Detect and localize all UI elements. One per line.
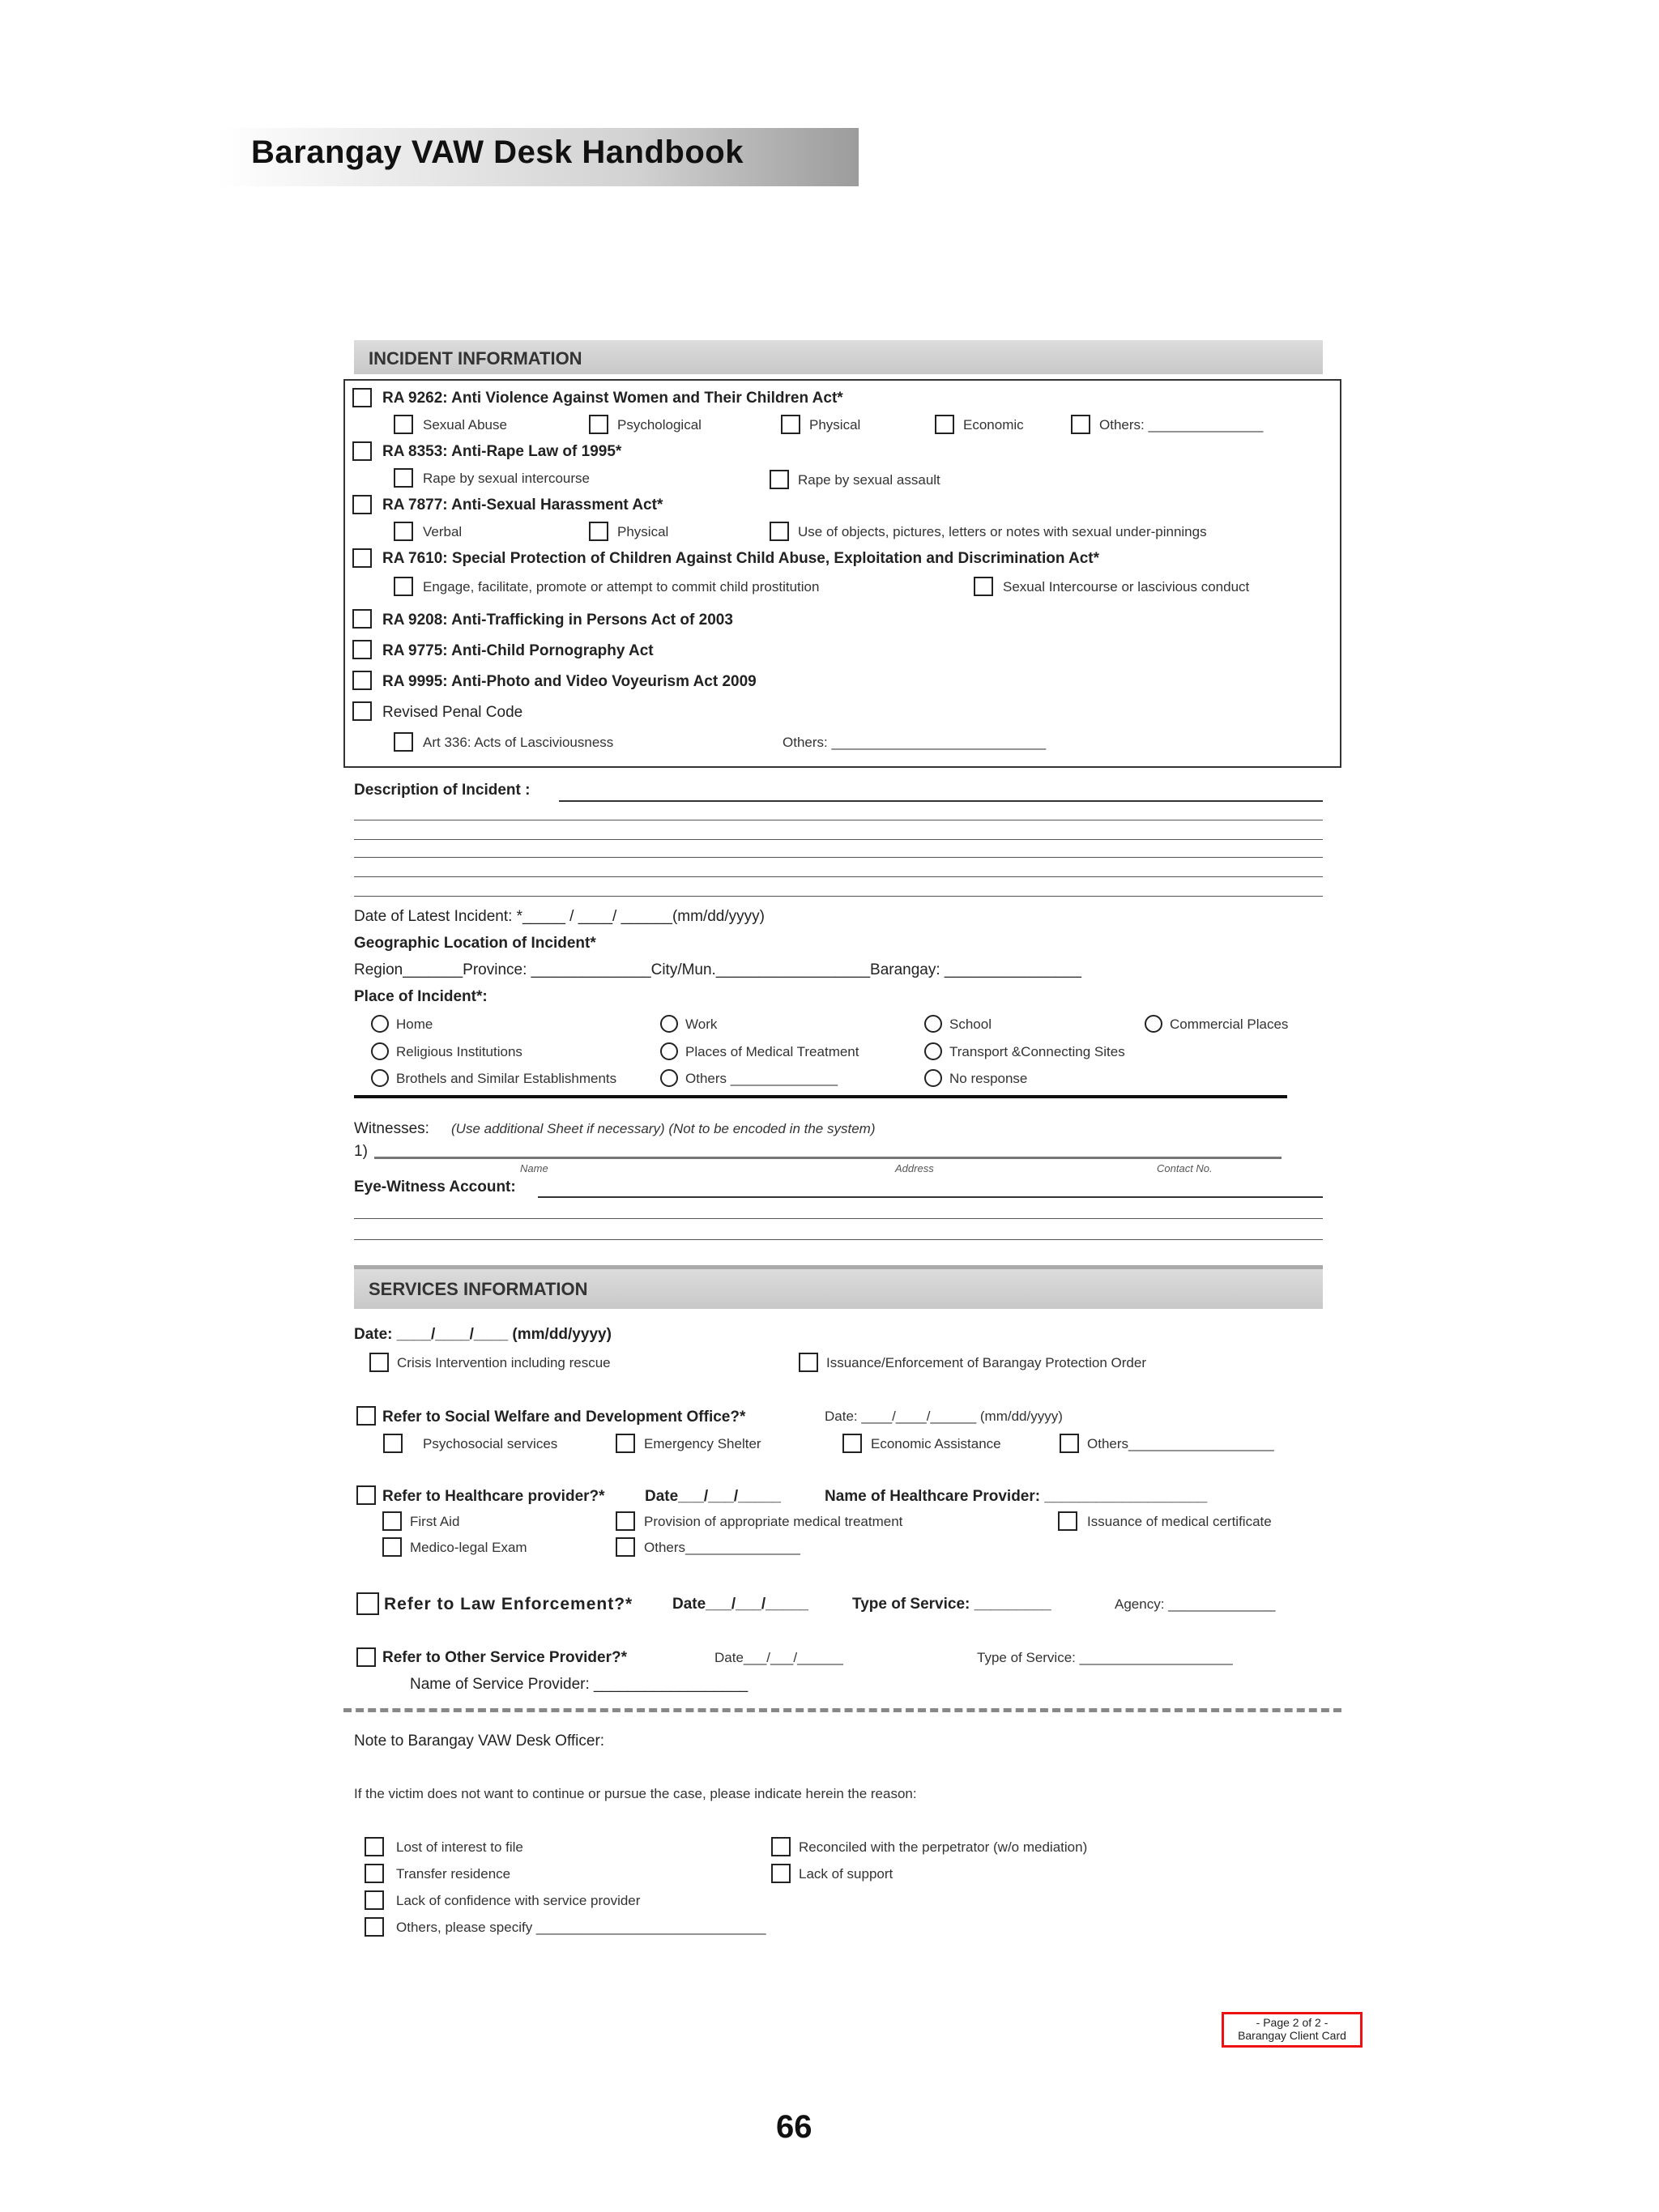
description-line[interactable]: [354, 876, 1323, 877]
place-no-response-radio[interactable]: [924, 1069, 942, 1087]
place-others-radio[interactable]: [660, 1069, 678, 1087]
first-aid-label: First Aid: [410, 1514, 460, 1529]
other-provider-name: Name of Service Provider: __________________: [410, 1676, 748, 1693]
witness-label: Witnesses:: [354, 1120, 429, 1137]
date-latest-incident: Date of Latest Incident: *_____ / ____/ ______(mm/dd/yyyy): [354, 908, 765, 925]
other-provider-checkbox[interactable]: [356, 1647, 376, 1667]
client-card-page-line: - Page 2 of 2 -: [1256, 2016, 1328, 2029]
child-prostitution-label: Engage, facilitate, promote or attempt to commit child prostitution: [423, 579, 820, 595]
place-school-label: School: [949, 1016, 992, 1032]
dashed-divider: [343, 1708, 1341, 1712]
witness-col-contact: Contact No.: [1157, 1162, 1213, 1174]
other-provider-type: Type of Service: ____________________: [977, 1650, 1233, 1665]
other-provider-label: Refer to Other Service Provider?*: [382, 1649, 627, 1666]
swdo-others-checkbox[interactable]: [1060, 1434, 1079, 1453]
ra9995-label: RA 9995: Anti-Photo and Video Voyeurism Act 2009: [382, 673, 757, 690]
lack-confidence-checkbox[interactable]: [365, 1890, 384, 1910]
place-home-radio[interactable]: [371, 1015, 389, 1033]
place-no-response-label: No response: [949, 1071, 1028, 1086]
physical-7877-label: Physical: [617, 524, 669, 539]
rpc-checkbox[interactable]: [352, 701, 372, 721]
health-date: Date___/___/_____: [645, 1488, 781, 1505]
page-number: 66: [776, 2109, 812, 2145]
place-transport-radio[interactable]: [924, 1042, 942, 1060]
place-work-label: Work: [685, 1016, 718, 1032]
region-fields: Region_______Province: ______________City/Mun.__________________Barangay: ________________: [354, 961, 1082, 978]
psychological-checkbox[interactable]: [589, 415, 608, 434]
law-agency: Agency: ______________: [1115, 1596, 1276, 1612]
other-provider-date: Date___/___/______: [714, 1650, 843, 1665]
incident-section-title: INCIDENT INFORMATION: [369, 348, 582, 369]
services-date: Date: ____/____/____ (mm/dd/yyyy): [354, 1326, 612, 1343]
place-religious-label: Religious Institutions: [396, 1044, 522, 1059]
reconciled-label: Reconciled with the perpetrator (w/o mediation): [799, 1839, 1088, 1855]
physical-checkbox[interactable]: [781, 415, 800, 434]
handbook-title: Barangay VAW Desk Handbook: [251, 134, 744, 170]
art336-label: Art 336: Acts of Lasciviousness: [423, 735, 614, 750]
economic-checkbox[interactable]: [935, 415, 954, 434]
health-provider-name: Name of Healthcare Provider: ___________________: [825, 1488, 1208, 1505]
place-brothels-radio[interactable]: [371, 1069, 389, 1087]
psychological-label: Psychological: [617, 417, 702, 433]
rape-intercourse-checkbox[interactable]: [394, 468, 413, 488]
place-others-label: Others ______________: [685, 1071, 838, 1086]
first-aid-checkbox[interactable]: [382, 1511, 402, 1531]
services-section-title: SERVICES INFORMATION: [369, 1279, 588, 1299]
lost-interest-checkbox[interactable]: [365, 1837, 384, 1856]
place-school-radio[interactable]: [924, 1015, 942, 1033]
swdo-others-label: Others___________________: [1087, 1436, 1274, 1451]
ra9262-label: RA 9262: Anti Violence Against Women and Their Children Act*: [382, 390, 843, 407]
others-9262-checkbox[interactable]: [1071, 415, 1090, 434]
note-instruction: If the victim does not want to continue or pursue the case, please indicate herein the reason:: [354, 1786, 917, 1801]
place-medical-radio[interactable]: [660, 1042, 678, 1060]
ra7877-checkbox[interactable]: [352, 495, 372, 514]
medico-legal-checkbox[interactable]: [382, 1537, 402, 1557]
rpc-label: Revised Penal Code: [382, 704, 523, 721]
place-home-label: Home: [396, 1016, 433, 1032]
ra7610-label: RA 7610: Special Protection of Children Against Child Abuse, Exploitation and Discrimination Act*: [382, 550, 1100, 567]
ra9262-checkbox[interactable]: [352, 388, 372, 407]
note-title: Note to Barangay VAW Desk Officer:: [354, 1733, 605, 1750]
law-date: Date___/___/_____: [672, 1596, 808, 1613]
ra8353-label: RA 8353: Anti-Rape Law of 1995*: [382, 443, 622, 460]
ra9995-checkbox[interactable]: [352, 671, 372, 690]
art336-checkbox[interactable]: [394, 732, 413, 752]
economic-label: Economic: [963, 417, 1024, 433]
witness-number: 1): [354, 1143, 368, 1160]
rpc-others-label: Others: ____________________________: [783, 735, 1047, 750]
place-brothels-label: Brothels and Similar Establishments: [396, 1071, 617, 1086]
ra8353-checkbox[interactable]: [352, 441, 372, 461]
law-checkbox[interactable]: [356, 1592, 379, 1615]
description-line[interactable]: [354, 896, 1323, 897]
lost-interest-label: Lost of interest to file: [396, 1839, 523, 1855]
swdo-checkbox[interactable]: [356, 1406, 376, 1426]
ra9775-label: RA 9775: Anti-Child Pornography Act: [382, 642, 654, 659]
ra9208-checkbox[interactable]: [352, 609, 372, 629]
witness-col-address: Address: [895, 1162, 934, 1174]
place-work-radio[interactable]: [660, 1015, 678, 1033]
health-others-label: Others_______________: [644, 1540, 800, 1555]
law-label: Refer to Law Enforcement?*: [384, 1595, 633, 1613]
psychosocial-checkbox[interactable]: [383, 1434, 403, 1453]
place-medical-label: Places of Medical Treatment: [685, 1044, 859, 1059]
verbal-checkbox[interactable]: [394, 522, 413, 541]
place-commercial-radio[interactable]: [1145, 1015, 1162, 1033]
transfer-residence-label: Transfer residence: [396, 1866, 511, 1882]
geo-location-label: Geographic Location of Incident*: [354, 935, 596, 952]
client-card-page-box: [1222, 2012, 1363, 2048]
eyewitness-line[interactable]: [354, 1239, 1323, 1240]
child-prostitution-checkbox[interactable]: [394, 577, 413, 596]
lascivious-conduct-label: Sexual Intercourse or lascivious conduct: [1003, 579, 1250, 595]
place-religious-radio[interactable]: [371, 1042, 389, 1060]
emergency-shelter-checkbox[interactable]: [616, 1434, 635, 1453]
physical-7877-checkbox[interactable]: [589, 522, 608, 541]
economic-assistance-checkbox[interactable]: [842, 1434, 862, 1453]
economic-assistance-label: Economic Assistance: [871, 1436, 1001, 1451]
reconciled-checkbox[interactable]: [771, 1837, 791, 1856]
lack-confidence-label: Lack of confidence with service provider: [396, 1893, 641, 1908]
rape-intercourse-label: Rape by sexual intercourse: [423, 471, 591, 486]
medical-treatment-label: Provision of appropriate medical treatment: [644, 1514, 903, 1529]
ra7610-checkbox[interactable]: [352, 548, 372, 568]
rape-assault-checkbox[interactable]: [770, 470, 789, 489]
objects-label: Use of objects, pictures, letters or notes with sexual under-pinnings: [798, 524, 1207, 539]
crisis-checkbox[interactable]: [369, 1353, 389, 1372]
witness-col-name: Name: [520, 1162, 548, 1174]
bpo-checkbox[interactable]: [799, 1353, 818, 1372]
sexual-abuse-checkbox[interactable]: [394, 415, 413, 434]
crisis-label: Crisis Intervention including rescue: [397, 1355, 611, 1370]
witness-note: (Use additional Sheet if necessary) (Not to be encoded in the system): [451, 1121, 876, 1136]
medico-legal-label: Medico-legal Exam: [410, 1540, 527, 1555]
eyewitness-line[interactable]: [354, 1218, 1323, 1219]
lack-support-label: Lack of support: [799, 1866, 893, 1882]
health-checkbox[interactable]: [356, 1485, 376, 1505]
description-line[interactable]: [559, 800, 1323, 802]
description-line[interactable]: [354, 839, 1323, 840]
ra9208-label: RA 9208: Anti-Trafficking in Persons Act of 2003: [382, 612, 733, 629]
rape-assault-label: Rape by sexual assault: [798, 472, 940, 488]
eyewitness-line[interactable]: [538, 1196, 1323, 1198]
witness-line[interactable]: [374, 1157, 1282, 1159]
description-label: Description of Incident :: [354, 782, 531, 799]
others-specify-label: Others, please specify ______________________________: [396, 1920, 766, 1935]
medical-treatment-checkbox[interactable]: [616, 1511, 635, 1531]
physical-label: Physical: [809, 417, 861, 433]
swdo-date: Date: ____/____/______ (mm/dd/yyyy): [825, 1409, 1063, 1424]
place-divider: [354, 1095, 1287, 1098]
eyewitness-label: Eye-Witness Account:: [354, 1178, 516, 1196]
law-type: Type of Service: _________: [852, 1596, 1051, 1613]
emergency-shelter-label: Emergency Shelter: [644, 1436, 761, 1451]
place-transport-label: Transport &Connecting Sites: [949, 1044, 1125, 1059]
lack-support-checkbox[interactable]: [771, 1864, 791, 1883]
others-9262-label: Others: _______________: [1099, 417, 1264, 433]
medical-certificate-label: Issuance of medical certificate: [1087, 1514, 1272, 1529]
place-commercial-label: Commercial Places: [1170, 1016, 1289, 1032]
transfer-residence-checkbox[interactable]: [365, 1864, 384, 1883]
verbal-label: Verbal: [423, 524, 463, 539]
bpo-label: Issuance/Enforcement of Barangay Protection Order: [826, 1355, 1146, 1370]
objects-checkbox[interactable]: [770, 522, 789, 541]
health-label: Refer to Healthcare provider?*: [382, 1488, 605, 1505]
medical-certificate-checkbox[interactable]: [1058, 1511, 1077, 1531]
description-line[interactable]: [354, 857, 1323, 858]
others-specify-checkbox[interactable]: [365, 1917, 384, 1937]
swdo-label: Refer to Social Welfare and Development Office?*: [382, 1409, 746, 1426]
psychosocial-label: Psychosocial services: [423, 1436, 558, 1451]
place-label: Place of Incident*:: [354, 988, 488, 1005]
ra7877-label: RA 7877: Anti-Sexual Harassment Act*: [382, 497, 663, 514]
health-others-checkbox[interactable]: [616, 1537, 635, 1557]
lascivious-conduct-checkbox[interactable]: [974, 577, 993, 596]
sexual-abuse-label: Sexual Abuse: [423, 417, 507, 433]
ra9775-checkbox[interactable]: [352, 640, 372, 659]
client-card-title: Barangay Client Card: [1238, 2029, 1346, 2042]
